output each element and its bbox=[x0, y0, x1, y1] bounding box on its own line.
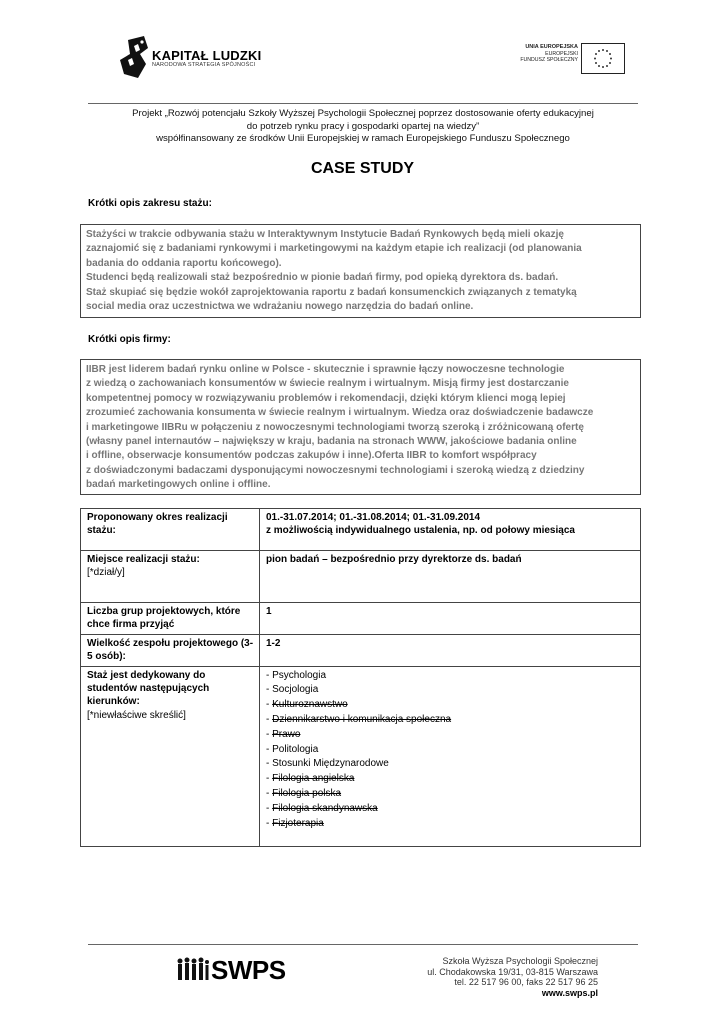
major-dash: - bbox=[266, 758, 273, 770]
project-line-2: do potrzeb rynku pracy i gospodarki opartej na wiedzy” bbox=[246, 120, 480, 132]
major-item bbox=[266, 743, 635, 758]
major-dash: - bbox=[266, 817, 273, 829]
table-row bbox=[81, 551, 641, 603]
major-dash: - bbox=[266, 669, 273, 681]
major-name: Stosunki Międzynarodowe bbox=[272, 758, 389, 770]
major-dash: - bbox=[266, 684, 273, 696]
major-item bbox=[266, 728, 635, 743]
address-line-3: tel. 22 517 96 00, faks 22 517 96 25 bbox=[454, 977, 598, 988]
header-divider bbox=[88, 103, 638, 104]
scope-line: Stażyści w trakcie odbywania stażu w Interaktywnym Instytucie Badań Rynkowych będą mieli okazję bbox=[86, 229, 564, 240]
major-item bbox=[266, 772, 635, 787]
place-label: Miejsce realizacji stażu: bbox=[87, 554, 200, 565]
place-note: [*dział/y] bbox=[87, 567, 125, 579]
table-row bbox=[81, 634, 641, 666]
major-name: Filologia polska bbox=[272, 788, 342, 799]
major-name: Socjologia bbox=[272, 684, 319, 696]
project-description bbox=[88, 108, 638, 146]
eu-label-line3: FUNDUSZ SPOŁECZNY bbox=[520, 57, 578, 64]
page-title: CASE STUDY bbox=[310, 160, 415, 177]
major-item bbox=[266, 669, 635, 684]
company-label: Krótki opis firmy: bbox=[88, 334, 171, 345]
team-label: Wielkość zespołu projektowego (3-5 osób): bbox=[81, 634, 260, 666]
major-dash: - bbox=[266, 714, 273, 726]
groups-value: 1 bbox=[260, 603, 641, 635]
place-value: pion badań – bezpośrednio przy dyrektorze ds. badań bbox=[260, 551, 641, 603]
table-row bbox=[81, 666, 641, 846]
internship-details-table bbox=[80, 508, 641, 847]
period-value-line-2: z możliwością indywidualnego ustalenia, np. od połowy miesiąca bbox=[266, 525, 575, 537]
major-name: Filologia angielska bbox=[272, 773, 355, 785]
majors-list bbox=[266, 669, 635, 832]
scope-line: badania do oddania raportu końcowego). bbox=[86, 257, 282, 269]
kapital-ludzki-subtitle: NARODOWA STRATEGIA SPÓJNOŚCI bbox=[152, 62, 256, 68]
swps-logo-text: SWPS bbox=[211, 955, 286, 985]
major-dash: - bbox=[266, 743, 273, 755]
internship-scope-label: Krótki opis zakresu stażu: bbox=[88, 198, 212, 209]
major-name: Prawo bbox=[272, 728, 301, 740]
major-dash: - bbox=[266, 699, 273, 711]
scope-line: zaznajomić się z badaniami rynkowymi i marketingowymi na każdym etapie ich realizacji (od planowania bbox=[86, 243, 582, 255]
address-line-1: Szkoła Wyższa Psychologii Społecznej bbox=[442, 956, 598, 966]
major-name: Fizjoterapia bbox=[272, 817, 324, 829]
footer-divider bbox=[88, 944, 638, 945]
eu-label-line1: UNIA EUROPEJSKA bbox=[525, 44, 578, 50]
major-name: Psychologia bbox=[272, 669, 327, 681]
groups-label: Liczba grup projektowych, które chce firma przyjąć bbox=[81, 603, 260, 635]
company-box bbox=[80, 359, 641, 495]
company-line: z wiedzą o zachowaniach konsumentów w świecie realnym i wirtualnym. Misją firmy jest dostarczanie bbox=[86, 378, 569, 390]
period-value-line-1: 01.-31.07.2014; 01.-31.08.2014; 01.-31.09.2014 bbox=[266, 512, 481, 523]
company-line: zrozumieć zachowania konsumenta w świecie realnym i wirtualnym. Wiedza oraz doświadczenie badawcze bbox=[86, 407, 594, 419]
place-label-cell bbox=[81, 551, 260, 603]
major-item bbox=[266, 802, 635, 817]
majors-label-cell bbox=[81, 666, 260, 846]
company-line: (własny panel internautów – największy w kraju, badania na stronach WWW, jakościowe badania online bbox=[86, 436, 577, 448]
eu-label-line2: EUROPEJSKI bbox=[545, 50, 578, 57]
major-item bbox=[266, 817, 635, 832]
company-line: i marketingowe IIBRu w połączeniu z nowoczesnymi technologiami tworzą szeroką i zróżnicowaną ofertę bbox=[86, 421, 584, 433]
major-name: Dziennikarstwo i komunikacja społeczna bbox=[272, 714, 452, 726]
company-line: badań marketingowych online i offline. bbox=[86, 479, 271, 491]
major-dash: - bbox=[266, 773, 273, 785]
swps-figures-icon bbox=[176, 956, 210, 984]
major-dash: - bbox=[266, 728, 273, 740]
major-item bbox=[266, 713, 635, 728]
major-name: Filologia skandynawska bbox=[272, 802, 378, 814]
eu-flag-icon bbox=[581, 43, 625, 74]
period-value bbox=[260, 509, 641, 551]
major-item bbox=[266, 683, 635, 698]
table-row bbox=[81, 509, 641, 551]
internship-scope-box bbox=[80, 224, 641, 318]
major-name: Politologia bbox=[272, 743, 319, 755]
majors-label: Staż jest dedykowany do studentów następujących kierunków: bbox=[87, 669, 210, 708]
footer-address bbox=[380, 956, 598, 998]
company-line: IIBR jest liderem badań rynku online w Polsce - skutecznie i sprawnie łączy nowoczesne technologie bbox=[86, 364, 565, 375]
scope-line: Studenci będą realizowali staż bezpośrednio w pionie badań firmy, pod opieką dyrektora ds. badań. bbox=[86, 272, 559, 284]
company-line: i offline, obserwacje konsumentów podczas zakupów i inne).Oferta IIBR to komfort współpracy bbox=[86, 450, 537, 462]
project-line-1: Projekt „Rozwój potencjału Szkoły Wyższej Psychologii Społecznej poprzez dostosowanie oferty edukacyjnej bbox=[132, 108, 594, 119]
scope-line: Staż skupiać się będzie wokół zaprojektowania raportu z badań konsumenckich związanych z tematyką bbox=[86, 286, 577, 298]
company-line: z doświadczonymi badaczami dysponującymi nowoczesnymi technologiami i szeroką wiedzą z dziedziny bbox=[86, 464, 585, 476]
major-dash: - bbox=[266, 788, 273, 799]
company-line: kompetentnej pomocy w rozwiązywaniu problemów i rekomendacji, dzięki którym klienci mogą lepiej bbox=[86, 392, 566, 404]
address-line-2: ul. Chodakowska 19/31, 03-815 Warszawa bbox=[427, 966, 598, 977]
table-row bbox=[81, 603, 641, 635]
kapital-ludzki-title: KAPITAŁ LUDZKI bbox=[152, 48, 262, 63]
major-item bbox=[266, 698, 635, 713]
website-link[interactable]: www.swps.pl bbox=[541, 987, 598, 998]
project-line-3: współfinansowany ze środków Unii Europejskiej w ramach Europejskiego Funduszu Społecznego bbox=[156, 133, 570, 144]
majors-cell bbox=[260, 666, 641, 846]
major-dash: - bbox=[266, 802, 273, 814]
eu-label bbox=[505, 44, 578, 64]
majors-note: [*niewłaściwe skreślić] bbox=[87, 709, 186, 721]
major-item bbox=[266, 757, 635, 772]
scope-line: social media oraz uczestnictwa we wdrażaniu nowego narzędzia do badań online. bbox=[86, 301, 474, 313]
major-item bbox=[266, 787, 635, 802]
major-name: Kulturoznawstwo bbox=[272, 699, 348, 711]
team-value: 1-2 bbox=[260, 634, 641, 666]
period-label: Proponowany okres realizacji stażu: bbox=[81, 509, 260, 551]
